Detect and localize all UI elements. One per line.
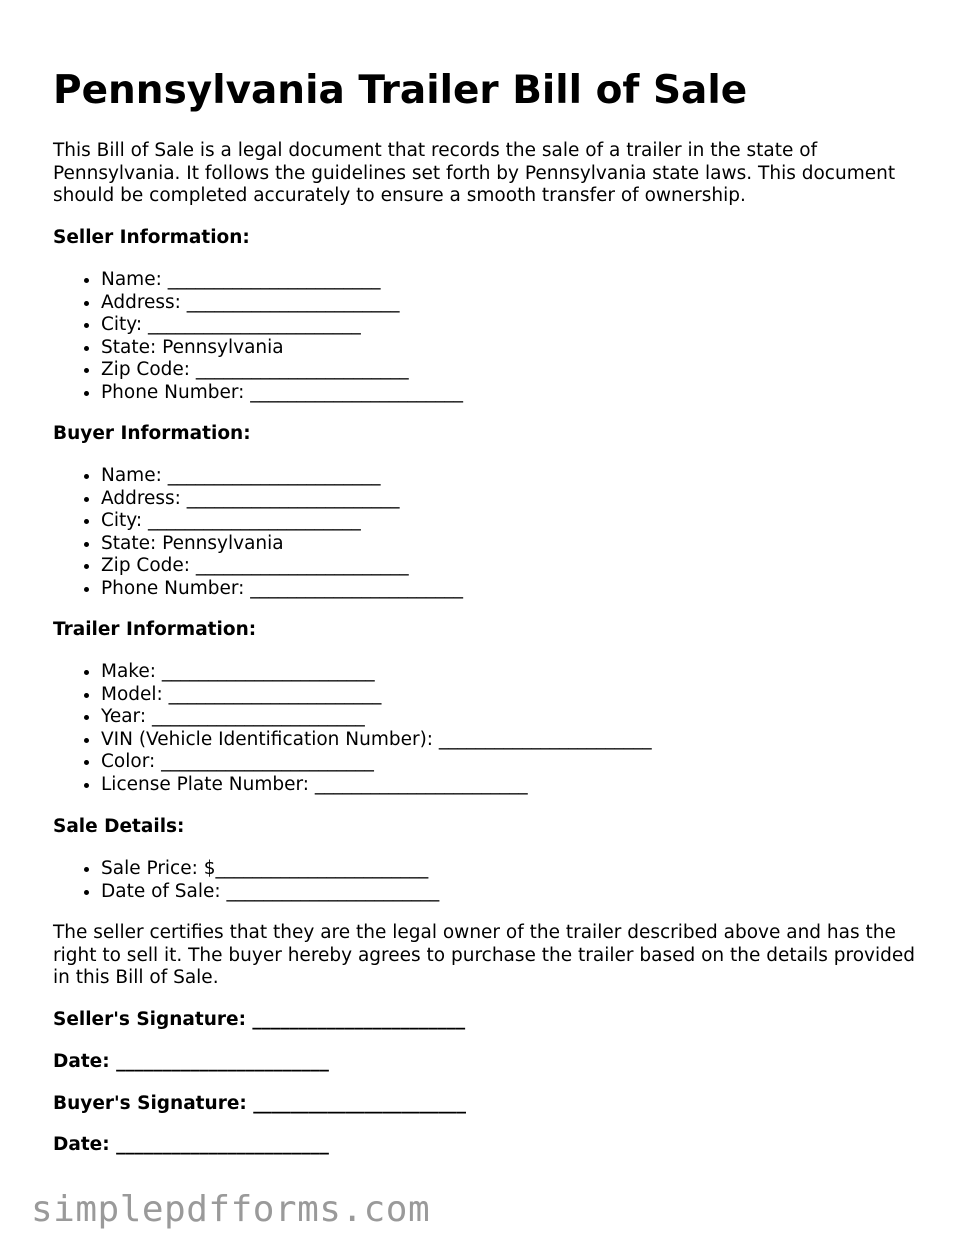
buyer-state-field: • State: Pennsylvania [101,533,463,556]
buyer-signature-date-field[interactable]: Date: _______________________ [53,1134,329,1155]
trailer-field-list [53,661,652,797]
sale-price-field[interactable]: • Sale Price: $_______________________ [101,858,439,881]
seller-name-field[interactable]: • Name: _______________________ [101,269,463,292]
watermark-text: simplepdfforms.com [31,1189,431,1230]
sale-field-list [53,858,439,903]
buyer-name-field[interactable]: • Name: _______________________ [101,465,463,488]
seller-zip-field[interactable]: • Zip Code: _______________________ [101,359,463,382]
sale-date-field[interactable]: • Date of Sale: _______________________ [101,881,439,904]
trailer-vin-field[interactable]: • VIN (Vehicle Identification Number): _______________________ [101,729,652,752]
trailer-year-field[interactable]: • Year: _______________________ [101,706,652,729]
buyer-field-list [53,465,463,601]
sale-section-heading: Sale Details: [53,816,185,837]
certification-paragraph: The seller certifies that they are the legal owner of the trailer described above and has the right to sell it. The buyer hereby agrees to purchase the trailer based on the details provided in this Bill of Sale. [53,922,915,989]
buyer-phone-field[interactable]: • Phone Number: _______________________ [101,578,463,601]
seller-signature-date-field[interactable]: Date: _______________________ [53,1051,329,1072]
buyer-section-heading: Buyer Information: [53,423,251,444]
trailer-model-field[interactable]: • Model: _______________________ [101,684,652,707]
trailer-license-plate-field[interactable]: • License Plate Number: _______________________ [101,774,652,797]
trailer-color-field[interactable]: • Color: _______________________ [101,751,652,774]
buyer-zip-field[interactable]: • Zip Code: _______________________ [101,555,463,578]
seller-section-heading: Seller Information: [53,227,250,248]
page-title: Pennsylvania Trailer Bill of Sale [53,68,748,113]
buyer-address-field[interactable]: • Address: _______________________ [101,488,463,511]
seller-address-field[interactable]: • Address: _______________________ [101,292,463,315]
seller-signature-field[interactable]: Seller's Signature: _______________________ [53,1009,466,1030]
intro-paragraph: This Bill of Sale is a legal document that records the sale of a trailer in the state of Pennsylvania. It follows the guidelines set forth by Pennsylvania state laws. This document should be completed accurately to ensure a smooth transfer of ownership. [53,140,896,207]
trailer-section-heading: Trailer Information: [53,619,257,640]
seller-state-field: • State: Pennsylvania [101,337,463,360]
seller-field-list [53,269,463,405]
trailer-make-field[interactable]: • Make: _______________________ [101,661,652,684]
buyer-city-field[interactable]: • City: _______________________ [101,510,463,533]
seller-city-field[interactable]: • City: _______________________ [101,314,463,337]
seller-phone-field[interactable]: • Phone Number: _______________________ [101,382,463,405]
buyer-signature-field[interactable]: Buyer's Signature: _______________________ [53,1093,466,1114]
